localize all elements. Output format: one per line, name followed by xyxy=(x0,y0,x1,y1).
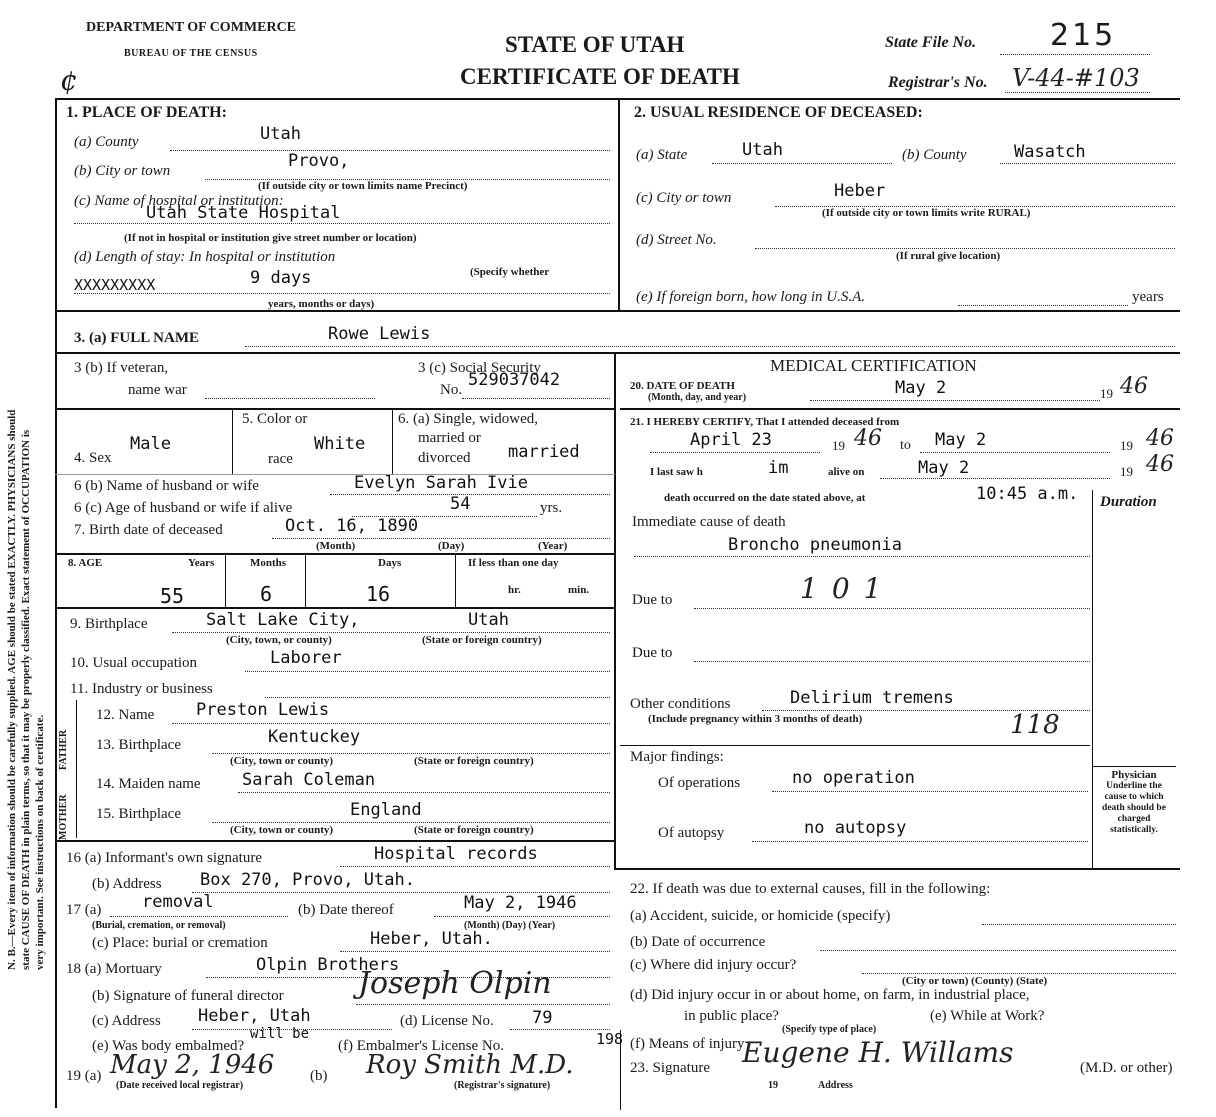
side-line-1: N. B.—Every item of information should be carefully supplied. AGE should be stated EXACTLY. PHYSICIANS should xyxy=(6,409,18,970)
license-line xyxy=(510,1029,610,1030)
spouse-age-unit: yrs. xyxy=(540,500,563,516)
occurrence-label: (b) Date of occurrence xyxy=(630,934,766,950)
mother-name-line xyxy=(238,792,610,793)
age-months-value: 6 xyxy=(260,582,273,606)
father-name-line xyxy=(172,723,610,724)
mortuary-address-value: Heber, Utah xyxy=(198,1006,311,1026)
spouse-age-label: 6 (c) Age of husband or wife if alive xyxy=(74,500,293,516)
stay-label: (d) Length of stay: In hospital or institution xyxy=(74,249,336,265)
where-line xyxy=(862,973,1176,974)
father-name-value: Preston Lewis xyxy=(196,700,330,720)
signature-label: 23. Signature xyxy=(630,1060,710,1076)
birth-year-note: (Year) xyxy=(538,540,568,552)
last-saw-year-prefix: 19 xyxy=(1120,464,1133,479)
side-line-3: very important. See instructions on back of certificate. xyxy=(34,714,46,970)
county-value: Utah xyxy=(260,124,301,144)
disp-date-note: (Month) (Day) (Year) xyxy=(464,920,556,931)
physician-signature: Eugene H. Willams xyxy=(742,1036,1014,1069)
frame-row-1 xyxy=(55,310,1180,312)
stay-line xyxy=(74,293,610,294)
mother-birth-line xyxy=(212,822,610,823)
city-label: (b) City or town xyxy=(74,163,171,179)
industry-line xyxy=(265,697,610,698)
accident-line xyxy=(982,924,1176,925)
md-label: (M.D. or other) xyxy=(1080,1060,1173,1076)
age-days-label: Days xyxy=(378,557,402,569)
autopsy-value: no autopsy xyxy=(804,818,907,838)
frame-med-row xyxy=(620,408,1180,410)
res-county-label: (b) County xyxy=(902,147,967,163)
spouse-label: 6 (b) Name of husband or wife xyxy=(74,478,259,494)
birthplace-state: Utah xyxy=(468,610,509,630)
embalmer-value: 198 xyxy=(596,1030,624,1048)
industry-label: 11. Industry or business xyxy=(70,681,213,697)
occupation-value: Laborer xyxy=(270,648,342,668)
disposition-label: 17 (a) xyxy=(66,902,102,918)
res-county-line xyxy=(1000,163,1175,164)
full-name-label: 3. (a) FULL NAME xyxy=(74,330,199,346)
birthplace-city-note: (City, town, or county) xyxy=(226,634,332,646)
county-label: (a) County xyxy=(74,134,139,150)
birth-value: Oct. 16, 1890 xyxy=(285,516,419,536)
filed-note: (Date received local registrar) xyxy=(116,1080,244,1091)
registrar-b-label: (b) xyxy=(310,1068,328,1084)
physician-box-title: Physician xyxy=(1111,769,1157,781)
other-code: 118 xyxy=(1010,710,1060,740)
res-county-value: Wasatch xyxy=(1014,142,1086,162)
hospital-note: (If not in hospital or institution give street number or location) xyxy=(124,232,417,244)
home-label: (d) Did injury occur in or about home, on farm, in industrial place, xyxy=(630,987,1030,1003)
age-less-label: If less than one day xyxy=(468,557,559,569)
from-line xyxy=(650,452,820,453)
spouse-value: Evelyn Sarah Ivie xyxy=(354,473,528,493)
age-days-value: 16 xyxy=(366,582,391,606)
other-value: Delirium tremens xyxy=(790,688,954,708)
age-label: 8. AGE xyxy=(68,557,103,569)
stay-note: (Specify whether xyxy=(470,266,550,278)
alive-label: alive on xyxy=(828,466,865,478)
due2-label: Due to xyxy=(632,645,673,661)
frame-row-5 xyxy=(55,607,615,609)
dod-note: (Month, day, and year) xyxy=(648,392,747,403)
war-line xyxy=(205,398,375,399)
frame-row-4 xyxy=(55,553,615,555)
bureau-label: BUREAU OF THE CENSUS xyxy=(124,48,258,59)
ssn-line xyxy=(462,398,610,399)
frame-row-informant xyxy=(55,840,615,842)
last-saw-label: I last saw h xyxy=(650,466,703,478)
registrar-sig-note: (Registrar's signature) xyxy=(454,1080,551,1091)
veteran-label: 3 (b) If veteran, xyxy=(74,360,169,376)
license-label: (d) License No. xyxy=(400,1013,494,1029)
mother-name-label: 14. Maiden name xyxy=(96,776,201,792)
side-line-2: state CAUSE OF DEATH in plain terms, so that it may be properly classified. Exact statement of OCCUPATION is xyxy=(20,429,32,970)
ssn-no-label: No. xyxy=(440,382,463,398)
embalmed-value: will be xyxy=(250,1026,310,1042)
embalmer-label: (f) Embalmer's License No. xyxy=(338,1038,504,1054)
disposition-value: removal xyxy=(142,892,214,912)
director-signature: Joseph Olpin xyxy=(358,966,552,1001)
where-note: (City or town) (County) (State) xyxy=(902,975,1048,987)
occurrence-line xyxy=(820,950,1176,951)
occupation-line xyxy=(245,671,610,672)
state-file-line xyxy=(1000,54,1150,55)
war-label: name war xyxy=(128,382,187,398)
certificate-title: CERTIFICATE OF DEATH xyxy=(460,64,740,89)
last-saw-year: 46 xyxy=(1146,452,1174,477)
father-city-note: (City, town or county) xyxy=(230,755,334,767)
ssn-label: 3 (c) Social Security xyxy=(418,360,541,376)
frame-age-3 xyxy=(455,553,456,608)
res-city-label: (c) City or town xyxy=(636,190,732,206)
due1-line xyxy=(694,608,1090,609)
frame-color-marital xyxy=(392,408,393,474)
color-label: 5. Color or xyxy=(242,411,308,427)
frame-major xyxy=(620,745,1090,746)
city-value: Provo, xyxy=(288,151,350,171)
public-note: (Specify type of place) xyxy=(782,1024,877,1035)
father-birth-value: Kentuckey xyxy=(268,727,361,747)
frame-row-3 xyxy=(55,408,615,410)
mortuary-address-label: (c) Address xyxy=(92,1013,161,1029)
informant-address-label: (b) Address xyxy=(92,876,162,892)
age-years-value: 55 xyxy=(160,584,185,608)
to-year-prefix: 19 xyxy=(1120,438,1133,453)
age-min-label: min. xyxy=(568,584,590,596)
county-line xyxy=(170,150,610,151)
immediate-value: Broncho pneumonia xyxy=(728,535,902,555)
marital-value: married xyxy=(508,442,580,462)
time-value: 10:45 a.m. xyxy=(976,484,1079,504)
registrar-signature: Roy Smith M.D. xyxy=(366,1050,574,1080)
state-title: STATE OF UTAH xyxy=(505,32,685,57)
res-state-line xyxy=(712,163,892,164)
race-value: White xyxy=(314,434,366,454)
frame-mid-bottom xyxy=(614,352,616,870)
due1-value: 101 xyxy=(800,572,896,605)
frame-sex-color xyxy=(232,408,233,474)
mother-tag: MOTHER xyxy=(58,794,69,840)
autopsy-line xyxy=(752,841,1088,842)
father-birth-label: 13. Birthplace xyxy=(96,737,181,753)
due2-line xyxy=(694,661,1090,662)
marital-label-1: 6. (a) Single, widowed, xyxy=(398,411,538,427)
frame-row-external xyxy=(614,868,1180,870)
ssn-value: 529037042 xyxy=(468,370,561,390)
stay-value: 9 days xyxy=(250,268,312,288)
other-label: Other conditions xyxy=(630,696,731,712)
informant-address-value: Box 270, Provo, Utah. xyxy=(200,870,415,890)
birthplace-label: 9. Birthplace xyxy=(70,616,148,632)
last-saw-h: im xyxy=(768,458,789,478)
filed-label: 19 (a) xyxy=(66,1068,102,1084)
sex-value: Male xyxy=(130,434,171,454)
physician-box xyxy=(1092,766,1176,867)
marital-label-3: divorced xyxy=(418,450,471,466)
mother-state-note: (State or foreign country) xyxy=(414,824,534,836)
occurred-label: death occurred on the date stated above, at xyxy=(664,492,866,504)
full-name-value: Rowe Lewis xyxy=(328,324,431,344)
sig-address-label: Address xyxy=(818,1080,853,1091)
res-city-note: (If outside city or town limits write RURAL) xyxy=(822,207,1031,219)
age-hr-label: hr. xyxy=(508,584,521,596)
operations-line xyxy=(772,791,1088,792)
physician-box-text: Underline the cause to which death should be charged statistically. xyxy=(1102,781,1166,835)
sig-year-prefix: 19 xyxy=(768,1080,778,1091)
embalmed-label: (e) Was body embalmed? xyxy=(92,1038,245,1054)
birth-label: 7. Birth date of deceased xyxy=(74,522,223,538)
res-street-line xyxy=(755,248,1175,249)
state-file-number: 215 xyxy=(1050,18,1117,53)
full-name-line xyxy=(245,346,1175,347)
birth-month-note: (Month) xyxy=(316,540,356,552)
age-months-label: Months xyxy=(250,557,287,569)
accident-label: (a) Accident, suicide, or homicide (specify) xyxy=(630,908,891,924)
public-label: in public place? xyxy=(684,1008,779,1024)
frame-age-1 xyxy=(225,553,226,608)
mother-birth-value: England xyxy=(350,800,422,820)
parents-bracket xyxy=(76,700,77,838)
stay-units: years, months or days) xyxy=(268,298,375,310)
dod-year: 46 xyxy=(1120,374,1148,399)
dod-value: May 2 xyxy=(895,378,947,398)
frame-mid-top xyxy=(618,98,620,310)
to-value: May 2 xyxy=(935,430,987,450)
birth-line xyxy=(272,538,610,539)
due1-label: Due to xyxy=(632,592,673,608)
means-label: (f) Means of injury xyxy=(630,1036,745,1052)
father-birth-line xyxy=(212,753,610,754)
res-foreign-unit: years xyxy=(1132,289,1164,305)
from-value: April 23 xyxy=(690,430,772,450)
race-label: race xyxy=(268,451,293,467)
informant-line xyxy=(340,866,610,867)
frame-row-2 xyxy=(55,352,1180,354)
disposition-line xyxy=(110,916,288,917)
city-note: (If outside city or town limits name Precinct) xyxy=(258,180,468,192)
father-state-note: (State or foreign country) xyxy=(414,755,534,767)
work-label: (e) While at Work? xyxy=(930,1008,1045,1024)
registrar-number: V-44-#103 xyxy=(1012,64,1140,92)
corner-mark: ¢ xyxy=(60,64,78,97)
to-label: to xyxy=(900,438,911,453)
birthplace-city: Salt Lake City, xyxy=(206,610,360,630)
duration-label: Duration xyxy=(1100,494,1157,510)
res-street-label: (d) Street No. xyxy=(636,232,717,248)
mortuary-label: 18 (a) Mortuary xyxy=(66,961,162,977)
immediate-label: Immediate cause of death xyxy=(632,514,786,530)
to-line xyxy=(920,452,1110,453)
community-struck: XXXXXXXXX xyxy=(74,276,156,294)
res-street-note: (If rural give location) xyxy=(896,250,1001,262)
medical-heading: MEDICAL CERTIFICATION xyxy=(770,356,977,375)
dod-label: 20. DATE OF DEATH xyxy=(630,380,735,392)
immediate-line xyxy=(634,556,1090,557)
hospital-label: (c) Name of hospital or institution: xyxy=(74,193,284,209)
registrar-no-line xyxy=(1005,92,1150,93)
disposition-note: (Burial, cremation, or removal) xyxy=(92,920,226,931)
mother-birth-label: 15. Birthplace xyxy=(96,806,181,822)
res-foreign-label: (e) If foreign born, how long in U.S.A. xyxy=(636,289,866,305)
informant-label: 16 (a) Informant's own signature xyxy=(66,850,262,866)
last-saw-date: May 2 xyxy=(918,458,970,478)
mortuary-value: Olpin Brothers xyxy=(256,955,400,975)
external-heading: 22. If death was due to external causes, fill in the following: xyxy=(630,881,991,897)
disp-date-line xyxy=(434,916,610,917)
father-tag: FATHER xyxy=(58,729,69,770)
birth-day-note: (Day) xyxy=(438,540,465,552)
residence-heading: 2. USUAL RESIDENCE OF DECEASED: xyxy=(634,104,923,121)
frame-age-2 xyxy=(305,553,306,608)
major-label: Major findings: xyxy=(630,749,724,765)
director-label: (b) Signature of funeral director xyxy=(92,988,284,1004)
director-line xyxy=(356,1004,610,1005)
registrar-no-label: Registrar's No. xyxy=(888,74,988,91)
father-name-label: 12. Name xyxy=(96,707,155,723)
informant-value: Hospital records xyxy=(374,844,538,864)
birthplace-state-note: (State or foreign country) xyxy=(422,634,542,646)
from-year: 46 xyxy=(854,426,882,451)
disp-date-value: May 2, 1946 xyxy=(464,893,577,913)
frame-spouse xyxy=(55,474,615,475)
frame-left xyxy=(55,98,57,1108)
spouse-age-value: 54 xyxy=(450,494,471,514)
state-file-label: State File No. xyxy=(885,34,977,51)
sex-label: 4. Sex xyxy=(74,450,112,466)
cert-label: 21. I HEREBY CERTIFY, That I attended deceased from xyxy=(630,416,900,428)
res-state-label: (a) State xyxy=(636,147,688,163)
birthplace-line xyxy=(172,632,610,633)
mother-city-note: (City, town or county) xyxy=(230,824,334,836)
hospital-value: Utah State Hospital xyxy=(146,203,341,223)
operations-value: no operation xyxy=(792,768,915,788)
hospital-line xyxy=(74,223,610,224)
place-of-death-heading: 1. PLACE OF DEATH: xyxy=(66,104,227,121)
to-year: 46 xyxy=(1146,426,1174,451)
filed-date: May 2, 1946 xyxy=(110,1050,275,1080)
autopsy-label: Of autopsy xyxy=(658,825,725,841)
department-label: DEPARTMENT OF COMMERCE xyxy=(86,20,297,35)
dod-year-prefix: 19 xyxy=(1100,386,1113,401)
mother-name-value: Sarah Coleman xyxy=(242,770,376,790)
disp-date-label: (b) Date thereof xyxy=(298,902,394,918)
side-instructions xyxy=(2,110,46,970)
res-city-value: Heber xyxy=(834,181,886,201)
burial-place-line xyxy=(340,951,610,952)
burial-place-label: (c) Place: burial or cremation xyxy=(92,935,268,951)
occupation-label: 10. Usual occupation xyxy=(70,655,198,671)
res-foreign-line xyxy=(958,305,1128,306)
where-label: (c) Where did injury occur? xyxy=(630,957,797,973)
operations-label: Of operations xyxy=(658,775,741,791)
dod-line xyxy=(810,400,1100,401)
from-year-prefix: 19 xyxy=(832,438,845,453)
alive-line xyxy=(880,478,1110,479)
burial-place-value: Heber, Utah. xyxy=(370,929,493,949)
age-years-label: Years xyxy=(188,557,215,569)
res-state-value: Utah xyxy=(742,140,783,160)
marital-label-2: married or xyxy=(418,430,481,446)
license-value: 79 xyxy=(532,1008,553,1028)
other-note: (Include pregnancy within 3 months of death) xyxy=(648,713,863,725)
